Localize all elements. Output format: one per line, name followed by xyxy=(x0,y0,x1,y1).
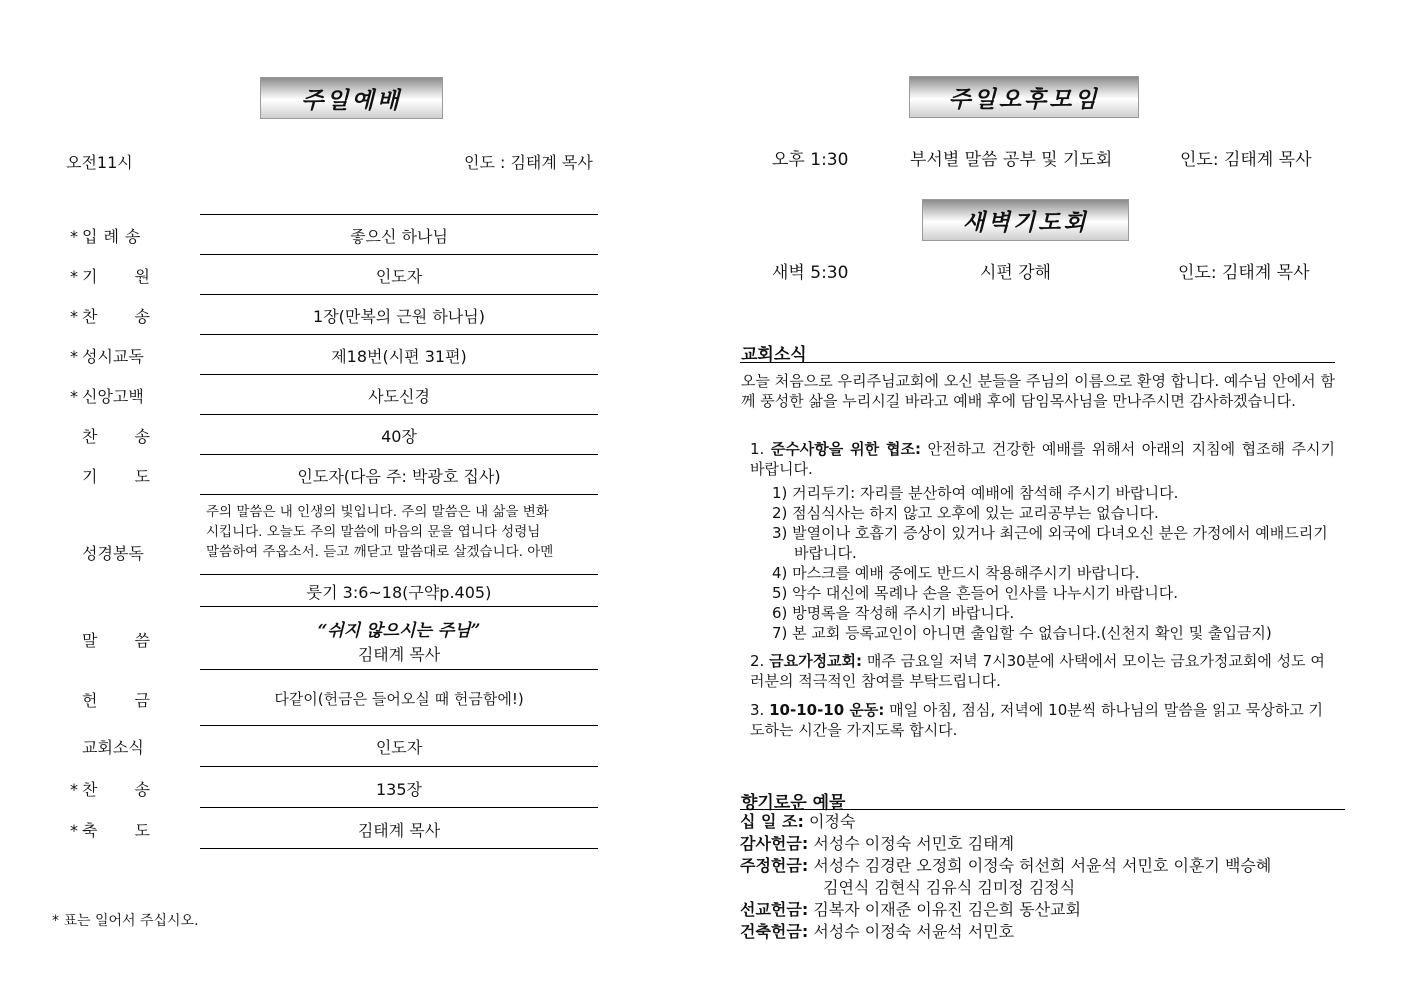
table-rule xyxy=(200,725,598,726)
table-rule xyxy=(200,254,598,255)
order-value: 135장 xyxy=(376,780,422,799)
gift-row: 김연식 김현식 김유식 김미정 김정식 xyxy=(823,878,1076,897)
order-label: * 찬 송 xyxy=(70,780,150,799)
table-rule xyxy=(200,848,598,849)
afternoon-banner: 주일오후모임 xyxy=(909,76,1139,118)
order-value: 인도자 xyxy=(375,738,423,757)
table-rule xyxy=(200,334,598,335)
table-rule xyxy=(200,669,598,670)
table-rule xyxy=(200,214,598,215)
dawn-time: 새벽 5:30 xyxy=(772,263,849,283)
order-value: 사도신경 xyxy=(368,387,430,406)
sunday-service-banner: 주일예배 xyxy=(260,77,443,119)
order-label: * 찬 송 xyxy=(70,307,150,326)
gift-row: 감사헌금: 서성수 이정숙 서민호 김태계 xyxy=(740,834,1015,853)
table-rule xyxy=(200,574,598,575)
sermon-preacher: 김태계 목사 xyxy=(357,645,441,664)
news-intro: 오늘 처음으로 우리주님교회에 오신 분들을 주님의 이름으로 환영 합니다. 예수님 안에서 함께 풍성한 삶을 누리시길 바라고 예배 후에 담임목사님을 만나주시면 감사하겠습니다. xyxy=(741,372,1335,410)
afternoon-time: 오후 1:30 xyxy=(772,150,849,170)
gift-row: 십 일 조: 이정숙 xyxy=(740,812,856,831)
order-value: 김태계 목사 xyxy=(357,821,441,840)
order-value: 40장 xyxy=(381,427,417,446)
dawn-desc: 시편 강해 xyxy=(980,263,1052,283)
order-label: * 축 도 xyxy=(70,821,150,840)
order-label: * 성시교독 xyxy=(70,347,144,366)
gift-row: 주정헌금: 서성수 김경란 오정희 이정숙 허선희 서윤석 서민호 이훈기 백승혜 xyxy=(740,856,1272,875)
order-value: 1장(만복의 근원 하나님) xyxy=(313,307,485,326)
service-leader: 인도 : 김태계 목사 xyxy=(464,153,593,172)
scripture-passage: 룻기 3:6~18(구약p.405) xyxy=(306,583,492,602)
service-time: 오전11시 xyxy=(66,153,133,172)
table-rule xyxy=(200,606,598,607)
gift-row: 선교헌금: 김복자 이재준 이유진 김은희 동산교회 xyxy=(740,900,1081,919)
gift-row: 건축헌금: 서성수 이정숙 서윤석 서민호 xyxy=(740,922,1015,941)
order-label: 찬 송 xyxy=(82,427,150,446)
order-value: 인도자(다음 주: 박광호 집사) xyxy=(297,467,501,486)
news-item-1: 1. 준수사항을 위한 협조: 안전하고 건강한 예배를 위해서 아래의 지침에 협조해 주시기 바랍니다. xyxy=(750,440,1335,478)
afternoon-desc: 부서별 말씀 공부 및 기도회 xyxy=(910,150,1113,170)
table-rule xyxy=(200,454,598,455)
dawn-leader: 인도: 김태계 목사 xyxy=(1178,263,1310,283)
table-rule xyxy=(200,374,598,375)
order-label: * 신앙고백 xyxy=(70,387,144,406)
afternoon-leader: 인도: 김태계 목사 xyxy=(1180,150,1312,170)
sermon-label: 말 씀 xyxy=(82,631,150,650)
dawn-banner: 새벽기도회 xyxy=(922,199,1129,241)
order-value: 인도자 xyxy=(375,267,423,286)
scripture-prayer: 주의 말씀은 내 인생의 빛입니다. 주의 말씀은 내 삶을 변화 시킵니다. 오늘도 주의 말씀에 마음의 문을 엽니다 성령님 말씀하여 주옵소서. 듣고 깨닫고 말씀대로 살겠습니다. 아멘 xyxy=(206,504,554,560)
order-value: 제18번(시편 31편) xyxy=(331,347,467,366)
order-label: * 입례송 xyxy=(70,227,147,246)
table-rule xyxy=(200,414,598,415)
offering-value: 다같이(헌금은 들어오실 때 헌금함에!) xyxy=(274,690,524,708)
sermon-title: “쉬지 않으시는 주님” xyxy=(317,621,481,641)
table-rule xyxy=(200,766,598,767)
gifts-title: 향기로운 예물 xyxy=(741,793,846,813)
offering-label: 헌 금 xyxy=(82,691,150,710)
order-label: 기 도 xyxy=(82,467,150,486)
table-rule xyxy=(200,294,598,295)
news-title: 교회소식 xyxy=(741,345,807,365)
table-rule xyxy=(200,494,598,495)
standing-footnote: * 표는 일어서 주십시오. xyxy=(52,913,199,929)
scripture-label: 성경봉독 xyxy=(82,544,144,563)
order-label: * 기 원 xyxy=(70,267,150,286)
news-rule xyxy=(740,362,1335,363)
news-item-3: 3. 10-10-10 운동: 매일 아침, 점심, 저녁에 10분씩 하나님의 말씀을 읽고 묵상하고 기도하는 시간을 가지도록 합시다. xyxy=(750,701,1323,739)
table-rule xyxy=(200,807,598,808)
gifts-rule xyxy=(740,809,1345,810)
order-label: 교회소식 xyxy=(82,738,144,757)
news-item-2: 2. 금요가정교회: 매주 금요일 저녁 7시30분에 사택에서 모이는 금요가정교회에 성도 여러분의 적극적인 참여를 부탁드립니다. xyxy=(750,652,1325,690)
order-value: 좋으신 하나님 xyxy=(350,227,448,246)
news-subitems: 1) 거리두기: 자리를 분산하여 예배에 참석해 주시기 바랍니다. 2) 점심식사는 하지 않고 오후에 있는 교리공부는 없습니다. 3) 발열이나 호흡기 증상이 있거나 최근에 외국에 다녀오신 분은 가정에서 예배드리기 바랍니다. 4) 마스크를 예배 중에도 반드시 착용해주시기 바랍니다. 5) 악수 대신에 목례나 손을 흔들어 인사를 나누시기 바랍니다. 6) 방명록을 작성해 주시기 바랍니다. 7) 본 교회 등록교인이 아니면 출입할 수 없습니다.(신천지 확인 및 출입금지) xyxy=(772,484,1328,642)
